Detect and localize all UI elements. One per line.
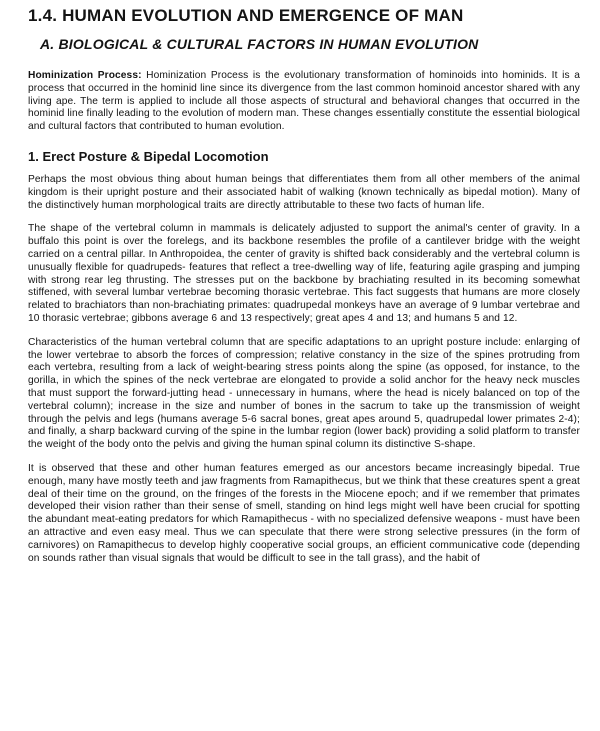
paragraph: Perhaps the most obvious thing about human beings that differentiates them from all other members of the animal kingdom is their upright posture and their associated habit of walking (known technically as bipedal motion). Many of the distinctively human morphological traits are directly attributable to these two facts of human life. <box>28 173 580 211</box>
hominization-lead: Hominization Process: <box>28 70 142 81</box>
paragraph: It is observed that these and other human features emerged as our ancestors became increasingly bipedal. True enough, many have mostly teeth and jaw fragments from Ramapithecus, but we think that these creatures spent a great deal of their time on the ground, on the fringes of the forests in the Miocene epoch; and if we remember that primates developed their vision rather than their sense of smell, standing on hind legs might well have been crucial for spotting the abundant meat-eating predators for which Ramapithecus - with no specialized defensive weapons - must have been an attractive and even easy meal. Thus we can speculate that there were strong selective pressures (in the form of carnivores) on Ramapithecus to develop highly cooperative social groups, an efficient communicative code (depending on sounds rather than visual signals that would be difficult to see in the tall grass), and the habit of <box>28 462 580 564</box>
hominization-paragraph <box>28 70 580 134</box>
page-title: 1.4. HUMAN EVOLUTION AND EMERGENCE OF MAN <box>28 6 464 25</box>
paragraph: The shape of the vertebral column in mammals is delicately adjusted to support the animal's center of gravity. In a buffalo this point is over the forelegs, and its backbone resembles the profile of a cantilever bridge with the weight carried on a central pillar. In Anthropoidea, the center of gravity is shifted back considerably and the vertebral column is unusually flexible for quadrupeds- features that reflect a tree-dwelling way of life, featuring agile grasping and jumping with strong rear leg thrusting. The stresses put on the backbone by brachiating resulted in its becoming somewhat stiffened, with several lumbar vertebrae becoming thorasic vertebrae. This fact suggests that humans are more closely related to brachiators than non-brachiating primates: quadrupedal monkeys have an average of 9 lumbar vertebrae and 10 thorasic vertebrae; gibbons average 6 and 13 respectively; great apes 4 and 13; and humans 5 and 12. <box>28 223 580 324</box>
hominization-text: Hominization Process is the evolutionary transformation of hominoids into hominids. It is a process that occurred in the hominid line since its divergence from the last common hominoid ancestor shared with any living ape. The term is applied to include all those aspects of structural and behavioral changes that occurred in the hominid line finally leading to the evolution of modern man. These changes essentially constitute the essential biological and cultural factors that contributed to human evolution. <box>28 70 580 133</box>
section-subtitle: A. BIOLOGICAL & CULTURAL FACTORS IN HUMAN EVOLUTION <box>40 36 479 52</box>
paragraph: Characteristics of the human vertebral column that are specific adaptations to an upright posture include: enlarging of the lower vertebrae to absorb the forces of compression; relative constancy in the size of the spines protruding from each vertebra, resulting from a lack of weight-bearing stress points along the spine (as opposed, for instance, to the gorilla, in which the spines of the neck vertebrae are elongated to provide a solid anchor for the heavy neck muscles that must support the forward-jutting head - unnecessary in humans, where the head is nicely balanced on top of the vertebral column); increase in the size and number of bones in the sacrum to take up the transmission of weight through the pelvis and legs (humans average 5-6 sacral bones, great apes around 5, quadrupedal lower primates 2-4); and finally, a sharp backward curving of the spine in the lumbar region (lower back) providing a solid platform to transfer the weight of the body onto the pelvis and giving the human spinal column its distinctive S-shape. <box>28 336 580 451</box>
section-heading-erect-posture: 1. Erect Posture & Bipedal Locomotion <box>28 148 269 164</box>
